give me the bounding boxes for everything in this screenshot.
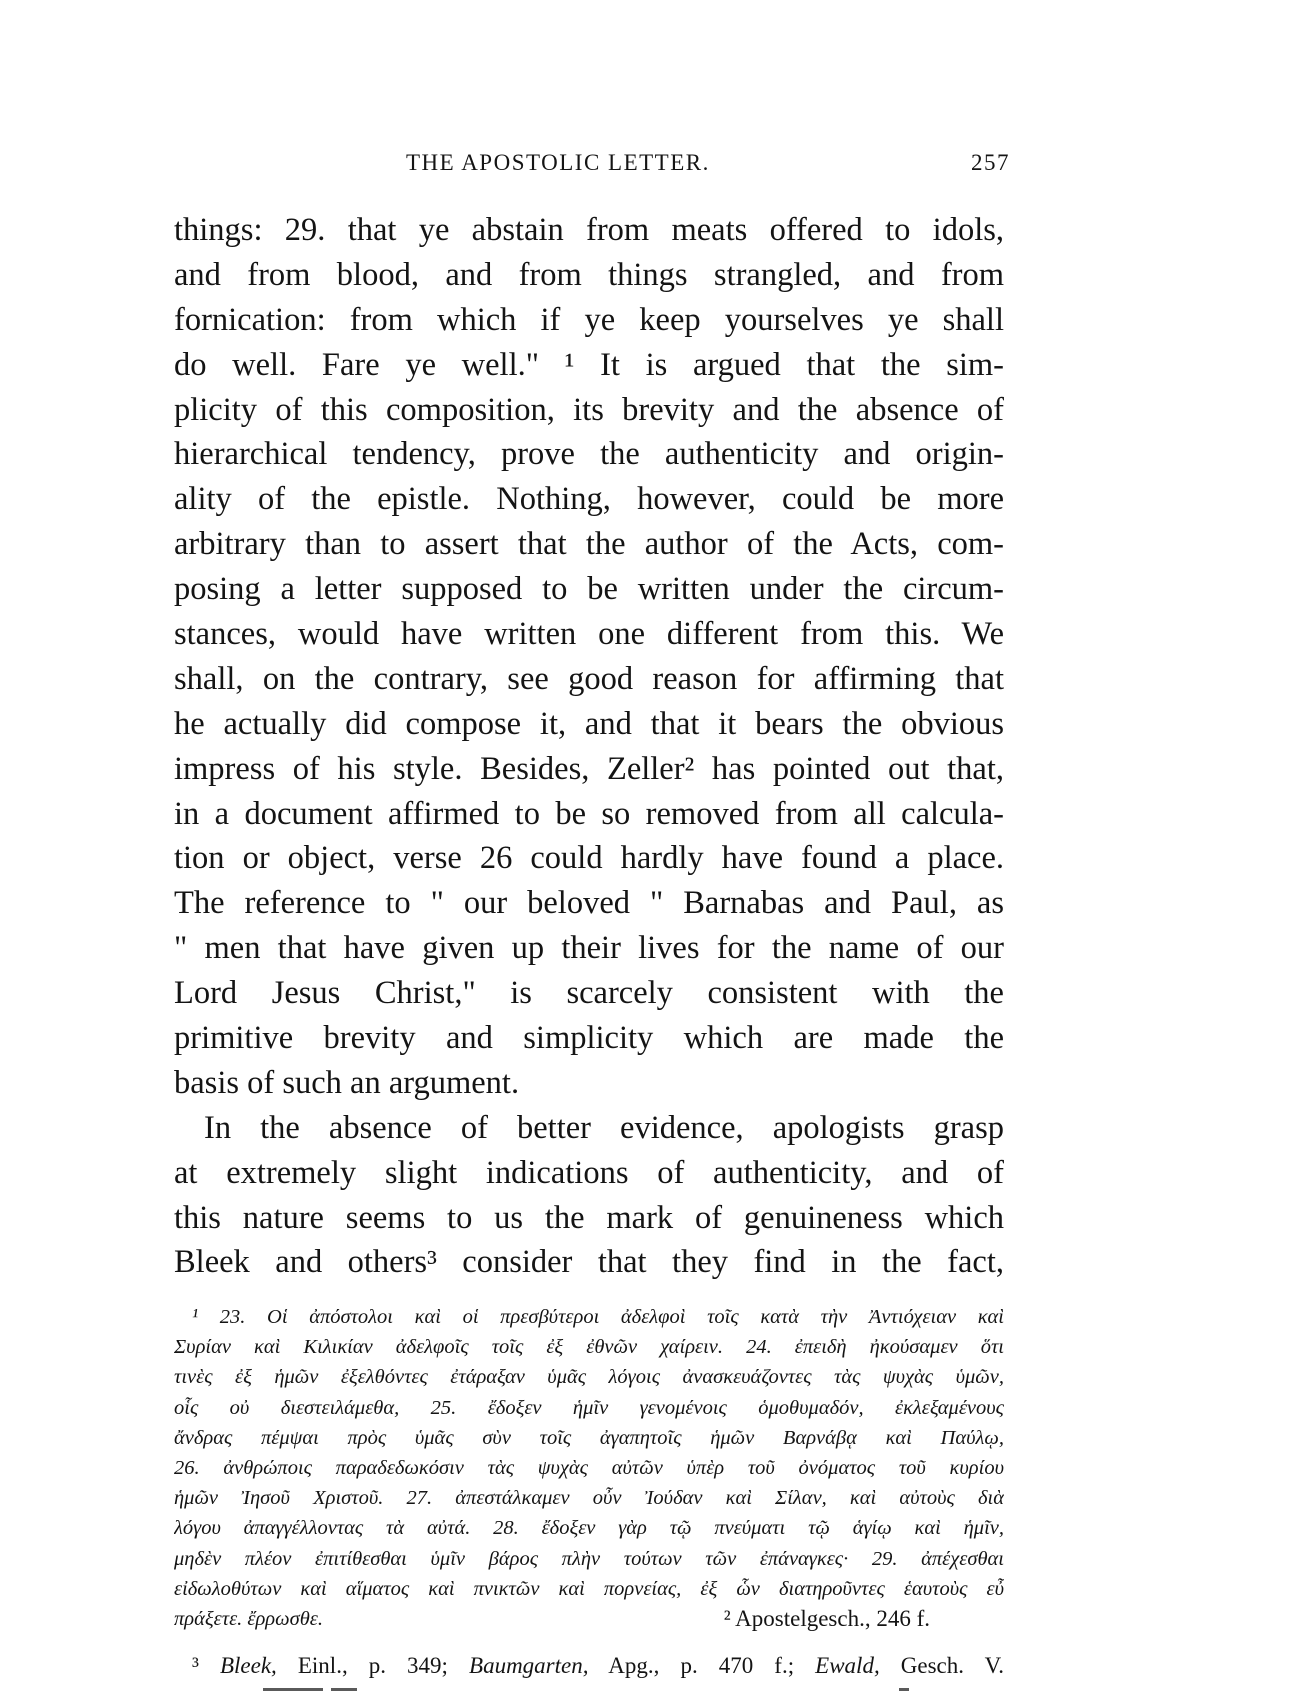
text-line: ality of the epistle. Nothing, however, could be more [174, 481, 1004, 518]
text-line: impress of his style. Besides, Zeller² has pointed out that, [174, 750, 1004, 787]
text-line: hierarchical tendency, prove the authenticity and origin- [174, 436, 1004, 473]
text-line: Bleek and others³ consider that they find in the fact, [174, 1244, 1004, 1281]
footnote-line: ἡμῶν Ἰησοῦ Χριστοῦ. 27. ἀπεστάλκαμεν οὖν Ἰούδαν καὶ Σίλαν, καὶ αὐτοὺς διὰ [174, 1487, 1004, 1510]
text-line: plicity of this composition, its brevity and the absence of [174, 391, 1004, 428]
text-line: tion or object, verse 26 could hardly have found a place. [174, 840, 1004, 877]
text-line: arbitrary than to assert that the author of the Acts, com- [174, 526, 1004, 563]
text-line: Lord Jesus Christ," is scarcely consistent with the [174, 975, 1004, 1012]
text-line: primitive brevity and simplicity which are made the [174, 1020, 1004, 1057]
text-line: things: 29. that ye abstain from meats offered to idols, [174, 212, 1004, 248]
footnote-line: οἷς οὐ διεστειλάμεθα, 25. ἔδοξεν ἡμῖν γενομένοις ὁμοθυμαδόν, ἐκλεξαμένους [174, 1396, 1004, 1419]
text-line: In the absence of better evidence, apologists grasp [204, 1109, 1004, 1146]
author-ewald: Ewald, [815, 1653, 880, 1678]
text-line: fornication: from which if ye keep yourselves ye shall [174, 301, 1004, 338]
author-bleek: Bleek, [219, 1653, 277, 1678]
ref-bleek: Einl., p. 349; [297, 1653, 448, 1678]
text-line: " men that have given up their lives for the name of our [174, 930, 1004, 967]
text-line: at extremely slight indications of authenticity, and of [174, 1154, 1004, 1191]
page-number: 257 [971, 150, 1010, 175]
main-text [174, 208, 1004, 1285]
text-line: he actually did compose it, and that it bears the obvious [174, 705, 1004, 742]
footnote-2: ² Apostelgesch., 246 f. [723, 1605, 930, 1631]
text-line: The reference to " our beloved " Barnabas and Paul, as [174, 885, 1004, 922]
footnote-line: τινὲς ἐξ ἡμῶν ἐξελθόντες ἐτάραξαν ὑμᾶς λόγοις ἀνασκευάζοντες τὰς ψυχὰς ὑμῶν, [174, 1366, 1004, 1389]
running-header [174, 150, 1010, 184]
footnote-line: Συρίαν καὶ Κιλικίαν ἀδελφοῖς τοῖς ἐξ ἐθνῶν χαίρειν. 24. ἐπειδὴ ἠκούσαμεν ὅτι [174, 1336, 1004, 1359]
footnote-3 [174, 1650, 1004, 1682]
text-line: and from blood, and from things strangled, and from [174, 256, 1004, 293]
footnote-line: ἄνδρας πέμψαι πρὸς ὑμᾶς σὺν τοῖς ἀγαπητοῖς ἡμῶν Βαρνάβᾳ καὶ Παύλῳ, [174, 1426, 1004, 1449]
footnote-line: 26. ἀνθρώποις παραδεδωκόσιν τὰς ψυχὰς αὐτῶν ὑπὲρ τοῦ ὀνόματος τοῦ κυρίου [174, 1456, 1004, 1479]
text-line: do well. Fare ye well." ¹ It is argued that the sim- [174, 346, 1004, 383]
text-line: in a document affirmed to be so removed from all calcula- [174, 795, 1004, 832]
footnote-line: ¹ 23. Οἱ ἀπόστολοι καὶ οἱ πρεσβύτεροι ἀδελφοὶ τοῖς κατὰ τὴν Ἀντιόχειαν καὶ [192, 1306, 1004, 1328]
footnotes [174, 1302, 1004, 1634]
text-line: shall, on the contrary, see good reason for affirming that [174, 660, 1004, 697]
footnote-line: εἰδωλοθύτων καὶ αἵματος καὶ πνικτῶν καὶ πορνείας, ἐξ ὧν διατηροῦντες ἑαυτοὺς εὖ [174, 1577, 1004, 1600]
footnote-3-marker: ³ [192, 1653, 199, 1678]
running-title: THE APOSTOLIC LETTER. [406, 150, 710, 175]
footnote-line [174, 1604, 1004, 1634]
ref-baumgarten: Apg., p. 470 f.; [608, 1653, 795, 1678]
text-line: stances, would have written one different from this. We [174, 616, 1004, 653]
ref-ewald: Gesch. V. [900, 1653, 1004, 1678]
cut-off-line-fragment [215, 1688, 1005, 1700]
text-line: this nature seems to us the mark of genuineness which [174, 1199, 1004, 1236]
text-line: basis of such an argument. [174, 1064, 520, 1101]
footnote-line: μηδὲν πλέον ἐπιτίθεσθαι ὑμῖν βάρος πλὴν τούτων τῶν ἐπάναγκες· 29. ἀπέχεσθαι [174, 1547, 1004, 1570]
footnote-line: λόγου ἀπαγγέλλοντας τὰ αὐτά. 28. ἔδοξεν γὰρ τῷ πνεύματι τῷ ἁγίῳ καὶ ἡμῖν, [174, 1517, 1004, 1540]
text-line: posing a letter supposed to be written under the circum- [174, 571, 1004, 608]
author-baumgarten: Baumgarten, [469, 1653, 589, 1678]
footnote-1-end: πράξετε. ἔρρωσθε. [174, 1607, 324, 1630]
